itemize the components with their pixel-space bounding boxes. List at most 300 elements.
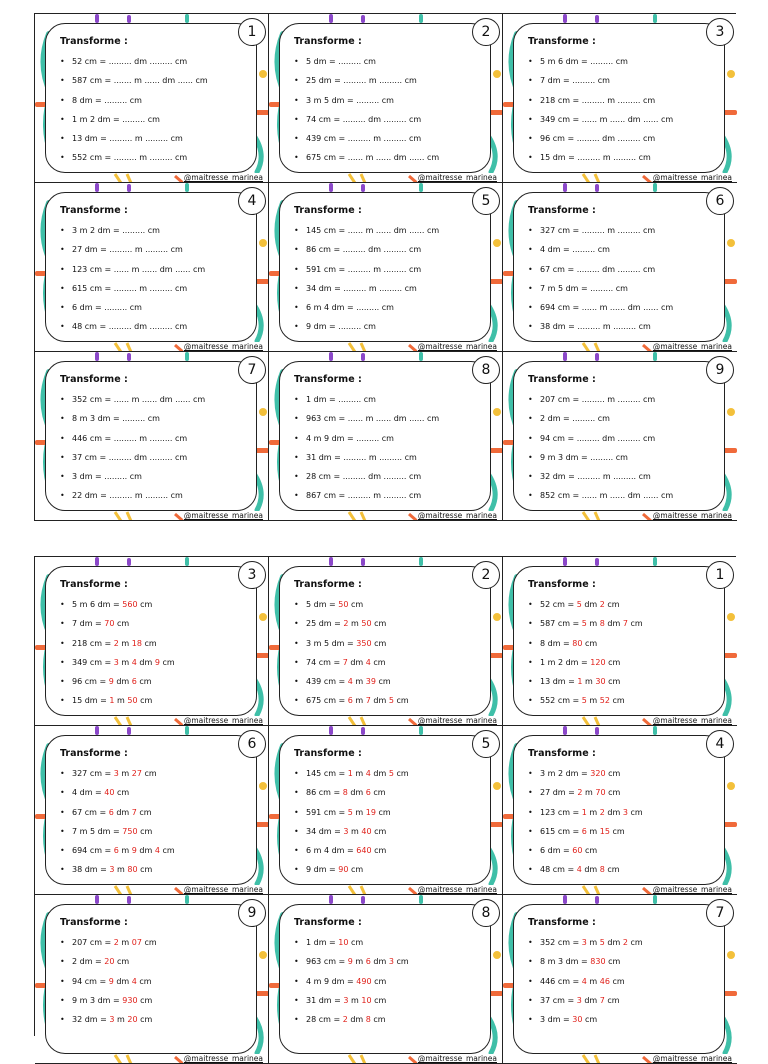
answer-text: cm — [582, 1015, 598, 1025]
bullet-icon: • — [294, 264, 299, 274]
exercise-item — [528, 91, 718, 110]
answer-value: 6 — [365, 788, 371, 798]
exercise-text: 13 dm = ......... m ......... cm — [72, 134, 183, 144]
bullet-icon: • — [60, 1015, 65, 1025]
answer-text: 3 m 5 dm = — [306, 638, 357, 648]
bullet-icon: • — [528, 414, 533, 424]
bullet-icon: • — [60, 865, 65, 875]
answer-value: 60 — [572, 846, 583, 856]
answer-item — [60, 653, 250, 672]
answer-text: m — [118, 938, 132, 947]
card-cell — [35, 726, 269, 895]
answer-value: 750 — [122, 826, 138, 836]
answer-item — [294, 595, 484, 614]
answer-text: 52 cm = — [540, 600, 577, 609]
answer-card — [45, 566, 257, 716]
answer-value: 9 — [154, 657, 160, 667]
answer-text: cm — [609, 826, 625, 836]
answer-text: 446 cm = — [540, 976, 582, 986]
answer-value: 3 — [576, 995, 582, 1005]
answer-item — [294, 841, 484, 860]
answer-text: 3 m 2 dm = — [540, 769, 591, 778]
answer-text: cm — [348, 600, 364, 609]
answer-text: cm — [136, 677, 152, 687]
bullet-icon: • — [528, 134, 533, 144]
exercise-text: 591 cm = ......... m ......... cm — [306, 264, 422, 274]
exercise-text: 3 dm = ......... cm — [72, 472, 142, 482]
bullet-icon: • — [528, 677, 533, 687]
answer-text: 615 cm = — [540, 826, 582, 836]
answer-text: 31 dm = — [306, 995, 344, 1005]
bullet-icon: • — [294, 846, 299, 856]
answer-value: 9 — [108, 976, 114, 986]
answer-value: 8 — [599, 865, 605, 875]
answer-text: m — [586, 826, 600, 836]
answer-item — [294, 933, 484, 952]
card-title: Transforme : — [528, 917, 596, 928]
bullet-icon: • — [294, 677, 299, 687]
card-title: Transforme : — [60, 374, 128, 385]
answer-text: 32 dm = — [72, 1015, 110, 1025]
exercise-text: 3 m 5 dm = ......... cm — [306, 95, 394, 105]
answer-text: m — [114, 696, 128, 706]
answer-item — [528, 783, 718, 802]
card-number: 5 — [472, 187, 500, 215]
answer-text: m — [352, 696, 366, 706]
author-credit: @maitresse_marinea — [183, 511, 263, 520]
answer-text: cm — [605, 957, 621, 967]
exercise-text: 2 dm = ......... cm — [540, 414, 610, 424]
exercise-item — [528, 390, 718, 409]
bullet-icon: • — [528, 303, 533, 313]
bullet-icon: • — [294, 976, 299, 986]
answer-value: 6 — [365, 957, 371, 967]
answer-text: cm — [370, 657, 386, 667]
exercise-item — [294, 148, 484, 167]
exercise-item — [294, 110, 484, 129]
answer-item — [528, 952, 718, 971]
bullet-icon: • — [294, 226, 299, 235]
card-title: Transforme : — [294, 579, 362, 590]
exercise-item — [294, 71, 484, 90]
answer-text: cm — [137, 600, 153, 609]
answer-text: 439 cm = — [306, 677, 348, 687]
card-cell — [269, 352, 503, 521]
exercise-text: 552 cm = ......... m ......... cm — [72, 153, 188, 163]
card-title: Transforme : — [294, 374, 362, 385]
bullet-icon: • — [528, 638, 533, 648]
answer-text: dm — [113, 807, 132, 817]
answer-card — [513, 904, 725, 1054]
answer-value: 3 — [622, 807, 628, 817]
exercise-text: 5 dm = ......... cm — [306, 57, 376, 66]
exercise-card — [513, 192, 725, 342]
answer-text: cm — [371, 638, 387, 648]
answer-text: cm — [370, 1015, 386, 1025]
bullet-icon: • — [60, 638, 65, 648]
answer-text: 349 cm = — [72, 657, 114, 667]
bullet-icon: • — [294, 491, 299, 501]
bullet-icon: • — [294, 395, 299, 404]
answer-text: m — [586, 976, 600, 986]
conversion-list — [294, 52, 484, 168]
answer-item — [60, 952, 250, 971]
exercise-item — [294, 390, 484, 409]
bullet-icon: • — [60, 395, 65, 404]
bullet-icon: • — [528, 600, 533, 609]
author-credit: @maitresse_marinea — [183, 342, 263, 351]
answer-text: m — [352, 807, 366, 817]
answer-item — [60, 822, 250, 841]
bullet-icon: • — [60, 938, 65, 947]
card-number: 3 — [706, 18, 734, 46]
answer-value: 46 — [599, 976, 610, 986]
answer-value: 07 — [131, 938, 142, 947]
bullet-icon: • — [294, 414, 299, 424]
card-title: Transforme : — [294, 36, 362, 47]
bullet-icon: • — [60, 283, 65, 293]
answer-item — [60, 614, 250, 633]
bullet-icon: • — [528, 1015, 533, 1025]
answer-text: m — [582, 788, 596, 798]
answer-text: 675 cm = — [306, 696, 348, 706]
card-cell — [503, 557, 737, 726]
bullet-icon: • — [294, 769, 299, 778]
card-number: 4 — [238, 187, 266, 215]
exercise-item — [294, 409, 484, 428]
exercise-text: 6 m 4 dm = ......... cm — [306, 303, 394, 313]
answer-text: cm — [371, 826, 387, 836]
conversion-list — [528, 52, 718, 168]
bullet-icon: • — [60, 600, 65, 609]
answer-value: 20 — [104, 957, 115, 967]
answer-text: cm — [137, 865, 153, 875]
exercise-item — [294, 52, 484, 71]
bullet-icon: • — [528, 153, 533, 163]
conversion-list — [60, 221, 250, 337]
conversion-list — [528, 933, 718, 1029]
answer-text: cm — [348, 938, 364, 947]
exercise-text: 96 cm = ......... dm ......... cm — [540, 134, 656, 144]
exercise-item — [294, 298, 484, 317]
answer-value: 640 — [356, 846, 372, 856]
author-credit: @maitresse_marinea — [652, 511, 732, 520]
exercise-text: 38 dm = ......... m ......... cm — [540, 322, 651, 332]
exercise-item — [294, 260, 484, 279]
answer-item — [294, 822, 484, 841]
exercise-text: 207 cm = ......... m ......... cm — [540, 395, 656, 404]
answer-text: 963 cm = — [306, 957, 348, 967]
card-cell — [503, 726, 737, 895]
answer-value: 18 — [131, 638, 142, 648]
conversion-list — [294, 933, 484, 1029]
exercise-text: 867 cm = ......... m ......... cm — [306, 491, 422, 501]
bullet-icon: • — [60, 995, 65, 1005]
exercise-item — [60, 409, 250, 428]
answer-value: 5 — [581, 619, 587, 629]
answer-text: cm — [582, 846, 598, 856]
exercise-text: 145 cm = ...... m ...... dm ...... cm — [306, 226, 440, 235]
answer-text: 145 cm = — [306, 769, 348, 778]
bullet-icon: • — [528, 76, 533, 86]
answer-text: cm — [370, 788, 386, 798]
exercise-text: 4 dm = ......... cm — [540, 245, 610, 255]
answer-value: 7 — [342, 657, 348, 667]
bullet-icon: • — [294, 134, 299, 144]
exercise-card — [279, 361, 491, 511]
exercise-card — [45, 192, 257, 342]
answer-item — [528, 1010, 718, 1029]
answer-value: 5 — [576, 600, 582, 609]
exercise-item — [528, 409, 718, 428]
answer-text: 48 cm = — [540, 865, 577, 875]
card-title: Transforme : — [294, 917, 362, 928]
exercise-item — [528, 240, 718, 259]
answer-item — [60, 860, 250, 879]
answer-value: 320 — [590, 769, 606, 778]
answer-text: cm — [375, 807, 391, 817]
card-cell — [269, 726, 503, 895]
exercise-item — [294, 448, 484, 467]
bullet-icon: • — [528, 395, 533, 404]
answer-value: 4 — [576, 865, 582, 875]
answer-text: cm — [114, 957, 130, 967]
exercise-item — [60, 429, 250, 448]
exercise-card — [279, 23, 491, 173]
bullet-icon: • — [528, 491, 533, 501]
bullet-icon: • — [294, 1015, 299, 1025]
card-title: Transforme : — [528, 748, 596, 759]
answer-item — [294, 614, 484, 633]
card-number: 6 — [238, 730, 266, 758]
answer-text: cm — [393, 769, 409, 778]
answer-value: 6 — [581, 826, 587, 836]
bullet-icon: • — [60, 134, 65, 144]
bullet-icon: • — [60, 826, 65, 836]
card-cell — [35, 352, 269, 521]
card-title: Transforme : — [294, 748, 362, 759]
answer-text: cm — [627, 938, 643, 947]
answer-item — [60, 933, 250, 952]
answer-text: cm — [627, 807, 643, 817]
conversion-list — [294, 595, 484, 711]
bullet-icon: • — [528, 57, 533, 66]
conversion-list — [528, 390, 718, 506]
answer-text: 86 cm = — [306, 788, 343, 798]
author-credit: @maitresse_marinea — [417, 342, 497, 351]
exercise-item — [528, 448, 718, 467]
exercise-card — [45, 23, 257, 173]
answer-item — [528, 614, 718, 633]
answer-text: 5 m 6 dm = — [72, 600, 123, 609]
bullet-icon: • — [528, 226, 533, 235]
exercise-item — [528, 129, 718, 148]
answer-item — [528, 653, 718, 672]
author-credit: @maitresse_marinea — [652, 342, 732, 351]
card-number: 7 — [706, 899, 734, 927]
exercise-item — [60, 467, 250, 486]
bullet-icon: • — [294, 957, 299, 967]
answer-sheet — [34, 556, 736, 1063]
card-cell — [503, 895, 737, 1064]
answer-value: 1 — [581, 807, 587, 817]
bullet-icon: • — [294, 938, 299, 947]
exercise-item — [294, 129, 484, 148]
answer-text: 7 dm = — [72, 619, 105, 629]
answer-text: 38 dm = — [72, 865, 110, 875]
author-credit: @maitresse_marinea — [417, 173, 497, 182]
bullet-icon: • — [60, 452, 65, 462]
answer-value: 1 — [577, 677, 583, 687]
answer-value: 27 — [131, 769, 142, 778]
answer-value: 19 — [365, 807, 376, 817]
bullet-icon: • — [528, 283, 533, 293]
conversion-list — [60, 390, 250, 506]
answer-item — [294, 860, 484, 879]
answer-text: 13 dm = — [540, 677, 578, 687]
answer-text: dm — [581, 995, 600, 1005]
answer-text: m — [352, 677, 366, 687]
bullet-icon: • — [60, 414, 65, 424]
exercise-text: 6 dm = ......... cm — [72, 303, 142, 313]
answer-value: 70 — [595, 788, 606, 798]
bullet-icon: • — [528, 995, 533, 1005]
answer-text: m — [586, 807, 600, 817]
answer-value: 4 — [365, 657, 371, 667]
answer-text: cm — [141, 938, 157, 947]
exercise-item — [294, 429, 484, 448]
answer-item — [60, 1010, 250, 1029]
answer-item — [528, 803, 718, 822]
exercise-text: 94 cm = ......... dm ......... cm — [540, 433, 656, 443]
answer-item — [528, 672, 718, 691]
answer-item — [294, 783, 484, 802]
answer-text: 5 dm = — [306, 600, 339, 609]
answer-item — [60, 691, 250, 710]
bullet-icon: • — [60, 245, 65, 255]
answer-text: m — [352, 957, 366, 967]
answer-text: dm — [604, 938, 623, 947]
answer-item — [294, 1010, 484, 1029]
answer-value: 4 — [347, 677, 353, 687]
bullet-icon: • — [60, 769, 65, 778]
bullet-icon: • — [60, 303, 65, 313]
answer-text: dm — [113, 677, 132, 687]
bullet-icon: • — [294, 826, 299, 836]
answer-value: 2 — [599, 807, 605, 817]
answer-text: m — [352, 769, 366, 778]
answer-value: 4 — [365, 769, 371, 778]
answer-text: 3 dm = — [540, 1015, 573, 1025]
card-number: 4 — [706, 730, 734, 758]
answer-item — [294, 691, 484, 710]
answer-card — [45, 904, 257, 1054]
answer-text: 96 cm = — [72, 677, 109, 687]
exercise-text: 34 dm = ......... m ......... cm — [306, 283, 417, 293]
bullet-icon: • — [294, 472, 299, 482]
exercise-text: 9 dm = ......... cm — [306, 322, 376, 332]
bullet-icon: • — [294, 57, 299, 66]
bullet-icon: • — [528, 976, 533, 986]
answer-text: m — [114, 1015, 128, 1025]
answer-item — [294, 634, 484, 653]
answer-value: 6 — [347, 696, 353, 706]
answer-card — [279, 735, 491, 885]
answer-item — [528, 634, 718, 653]
bullet-icon: • — [528, 114, 533, 124]
answer-value: 52 — [599, 696, 610, 706]
bullet-icon: • — [528, 788, 533, 798]
answer-text: 7 m 5 dm = — [72, 826, 123, 836]
author-credit: @maitresse_marinea — [183, 1054, 263, 1063]
author-credit: @maitresse_marinea — [652, 173, 732, 182]
answer-text: cm — [114, 788, 130, 798]
card-number: 9 — [238, 899, 266, 927]
answer-text: m — [114, 865, 128, 875]
card-title: Transforme : — [60, 748, 128, 759]
card-cell — [503, 14, 737, 183]
answer-text: 25 dm = — [306, 619, 344, 629]
exercise-text: 9 m 3 dm = ......... cm — [540, 452, 628, 462]
answer-value: 7 — [622, 619, 628, 629]
bullet-icon: • — [528, 472, 533, 482]
answer-text: cm — [605, 677, 621, 687]
answer-item — [60, 595, 250, 614]
exercise-item — [528, 71, 718, 90]
answer-text: cm — [159, 657, 175, 667]
conversion-list — [294, 390, 484, 506]
answer-text: 123 cm = — [540, 807, 582, 817]
card-number: 7 — [238, 356, 266, 384]
answer-value: 8 — [599, 619, 605, 629]
answer-card — [279, 904, 491, 1054]
answer-value: 5 — [599, 938, 605, 947]
answer-value: 5 — [347, 807, 353, 817]
exercise-text: 963 cm = ...... m ...... dm ...... cm — [306, 414, 440, 424]
exercise-item — [294, 486, 484, 505]
exercise-item — [528, 221, 718, 240]
answer-item — [294, 952, 484, 971]
answer-value: 15 — [599, 826, 610, 836]
answer-text: 1 m 2 dm = — [540, 657, 591, 667]
bullet-icon: • — [294, 452, 299, 462]
exercise-text: 48 cm = ......... dm ......... cm — [72, 322, 188, 332]
author-credit: @maitresse_marinea — [183, 173, 263, 182]
answer-text: m — [348, 826, 362, 836]
author-credit: @maitresse_marinea — [183, 716, 263, 725]
bullet-icon: • — [60, 472, 65, 482]
answer-text: dm — [370, 957, 389, 967]
answer-text: dm — [347, 657, 366, 667]
answer-text: dm — [347, 1015, 366, 1025]
bullet-icon: • — [60, 957, 65, 967]
answer-item — [528, 972, 718, 991]
answer-value: 90 — [338, 865, 349, 875]
answer-value: 80 — [127, 865, 138, 875]
exercise-text: 1 m 2 dm = ......... cm — [72, 114, 160, 124]
exercise-item — [528, 298, 718, 317]
answer-text: 37 cm = — [540, 995, 577, 1005]
exercise-item — [60, 91, 250, 110]
bullet-icon: • — [60, 226, 65, 235]
answer-text: dm — [136, 846, 155, 856]
answer-text: cm — [137, 995, 153, 1005]
answer-text: 9 dm = — [306, 865, 339, 875]
bullet-icon: • — [60, 788, 65, 798]
answer-item — [60, 972, 250, 991]
exercise-item — [60, 298, 250, 317]
exercise-text: 8 m 3 dm = ......... cm — [72, 414, 160, 424]
